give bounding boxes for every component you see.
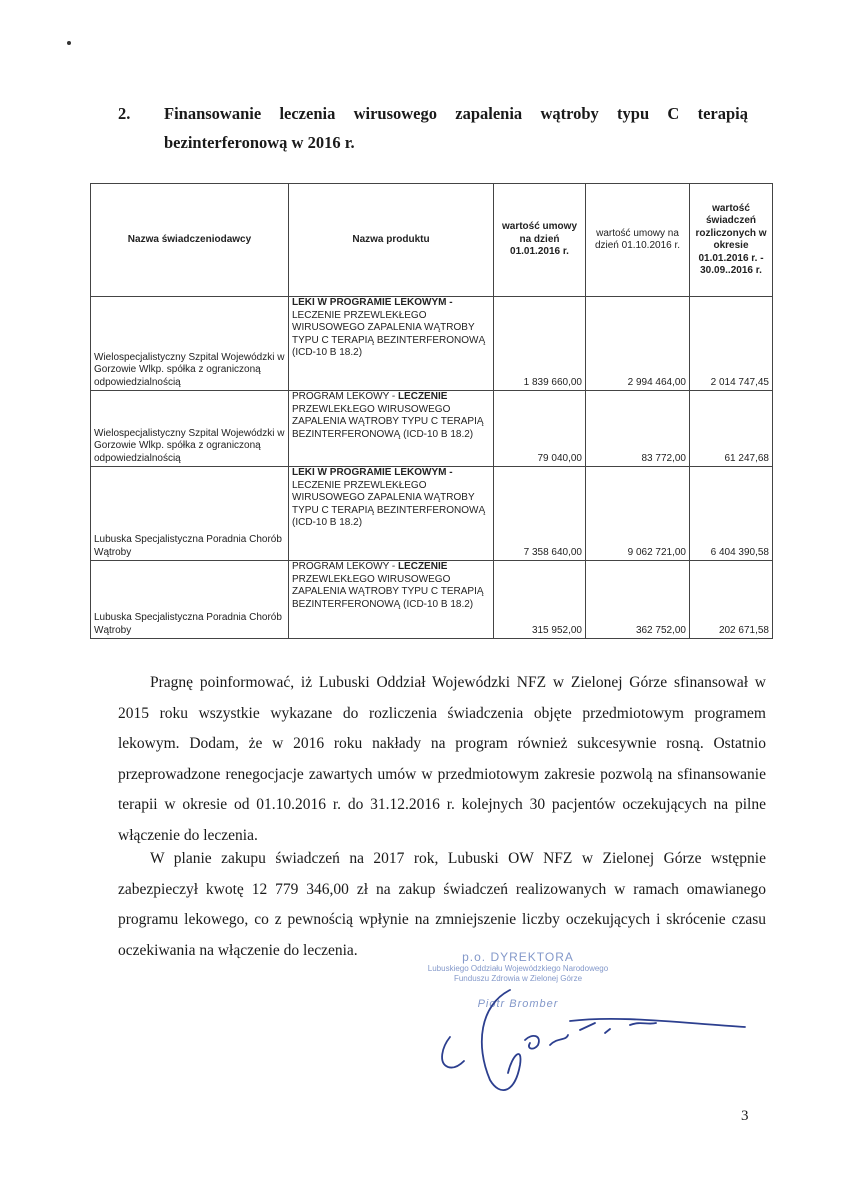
product-bold: LECZENIE (397, 561, 448, 572)
cell-value-0110: 83 772,00 (586, 391, 690, 467)
section-number: 2. (118, 104, 131, 123)
page-number: 3 (741, 1108, 749, 1124)
handwritten-signature (420, 985, 750, 1100)
cell-product (289, 297, 494, 391)
stamp-office: Lubuskiego Oddziału Wojewódzkiego Narodowego Funduszu Zdrowia w Zielonej Górze (427, 964, 609, 983)
product-pre: PROGRAM LEKOWY - (292, 561, 398, 572)
table-row (91, 391, 773, 467)
cell-product (289, 391, 494, 467)
cell-value-0101: 1 839 660,00 (494, 297, 586, 391)
stamp-title: p.o. DYREKTORA (462, 950, 574, 964)
cell-provider: Lubuska Specjalistyczna Poradnia Chorób Wątroby (91, 561, 289, 639)
table-row (91, 561, 773, 639)
product-bold: LEKI W PROGRAMIE LEKOWYM - (292, 297, 453, 308)
paragraph-1 (118, 668, 766, 851)
signature-stroke (570, 1019, 745, 1027)
signature-stroke (482, 990, 521, 1090)
stamp-name: Piotr Bromber (477, 998, 559, 1010)
header-value-0101: wartość umowy na dzień 01.01.2016 r. (494, 184, 586, 297)
cell-value-0101: 315 952,00 (494, 561, 586, 639)
cell-value-0101: 79 040,00 (494, 391, 586, 467)
cell-value-0110: 362 752,00 (586, 561, 690, 639)
product-bold: LEKI W PROGRAMIE LEKOWYM - (292, 467, 453, 478)
signature-stroke (525, 1036, 539, 1049)
header-settled: wartość świadczeń rozliczonych w okresie 01.01.2016 r. - 30.09..2016 r. (690, 184, 773, 297)
cell-value-0110: 9 062 721,00 (586, 467, 690, 561)
cell-settled: 6 404 390,58 (690, 467, 773, 561)
product-pre: PROGRAM LEKOWY - (292, 391, 398, 402)
cell-settled: 61 247,68 (690, 391, 773, 467)
cell-provider: Wielospecjalistyczny Szpital Wojewódzki w Gorzowie Wlkp. spółka z ograniczoną odpowiedzialnością (91, 297, 289, 391)
paragraph-2-text: W planie zakupu świadczeń na 2017 rok, Lubuski OW NFZ w Zielonej Górze wstępnie zabezpieczył kwotę 12 779 346,00 zł na zakup świadczeń realizowanych w ramach omawianego programu lekowego, co z pewnością wpłynie na zmniejszenie liczby oczekujących i skrócenie czasu oczekiwania na włączenie do leczenia. (118, 850, 766, 959)
paragraph-1-text: Pragnę poinformować, iż Lubuski Oddział Wojewódzki NFZ w Zielonej Górze sfinansował w 2015 roku wszystkie wykazane do rozliczenia świadczenia objęte przedmiotowym programem lekowym. Dodam, że w 2016 roku nakłady na program również sukcesywnie rosną. Ostatnio przeprowadzone renegocjacje zawartych umów w przedmiotowym zakresie pozwolą na sfinansowanie terapii w okresie od 01.10.2016 r. do 31.12.2016 r. kolejnych 30 pacjentów oczekujących na pilne włączenie do leczenia. (118, 674, 766, 844)
signature-stroke (550, 1035, 568, 1045)
section-title-line2: bezinterferonową w 2016 r. (164, 133, 355, 152)
cell-product (289, 561, 494, 639)
header-provider: Nazwa świadczeniodawcy (91, 184, 289, 297)
signature-stroke (442, 1037, 464, 1068)
cell-provider: Wielospecjalistyczny Szpital Wojewódzki w Gorzowie Wlkp. spółka z ograniczoną odpowiedzialnością (91, 391, 289, 467)
scan-dot (67, 41, 71, 45)
cell-settled: 202 671,58 (690, 561, 773, 639)
product-rest: LECZENIE PRZEWLEKŁEGO WIRUSOWEGO ZAPALENIA WĄTROBY TYPU C TERAPIĄ BEZINTERFERONOWĄ (ICD-10 B 18.2) (292, 309, 486, 358)
cell-value-0110: 2 994 464,00 (586, 297, 690, 391)
table-header-row (91, 184, 773, 297)
header-value-0110: wartość umowy na dzień 01.10.2016 r. (586, 184, 690, 297)
cell-provider: Lubuska Specjalistyczna Poradnia Chorób Wątroby (91, 467, 289, 561)
product-bold: LECZENIE (397, 391, 448, 402)
signature-stroke (580, 1023, 656, 1033)
product-rest: LECZENIE PRZEWLEKŁEGO WIRUSOWEGO ZAPALENIA WĄTROBY TYPU C TERAPIĄ BEZINTERFERONOWĄ (ICD-10 B 18.2) (292, 479, 486, 528)
product-rest: PRZEWLEKŁEGO WIRUSOWEGO ZAPALENIA WĄTROBY TYPU C TERAPIĄ BEZINTERFERONOWĄ (ICD-10 B 18.2) (292, 403, 484, 440)
header-product: Nazwa produktu (289, 184, 494, 297)
paragraph-2 (118, 844, 766, 966)
financing-table (90, 183, 773, 639)
section-title-line1: Finansowanie leczenia wirusowego zapalenia wątroby typu C terapią (164, 104, 748, 123)
table-row (91, 297, 773, 391)
cell-product (289, 467, 494, 561)
table-row (91, 467, 773, 561)
cell-value-0101: 7 358 640,00 (494, 467, 586, 561)
cell-settled: 2 014 747,45 (690, 297, 773, 391)
product-rest: PRZEWLEKŁEGO WIRUSOWEGO ZAPALENIA WĄTROBY TYPU C TERAPIĄ BEZINTERFERONOWĄ (ICD-10 B 18.2) (292, 573, 484, 610)
